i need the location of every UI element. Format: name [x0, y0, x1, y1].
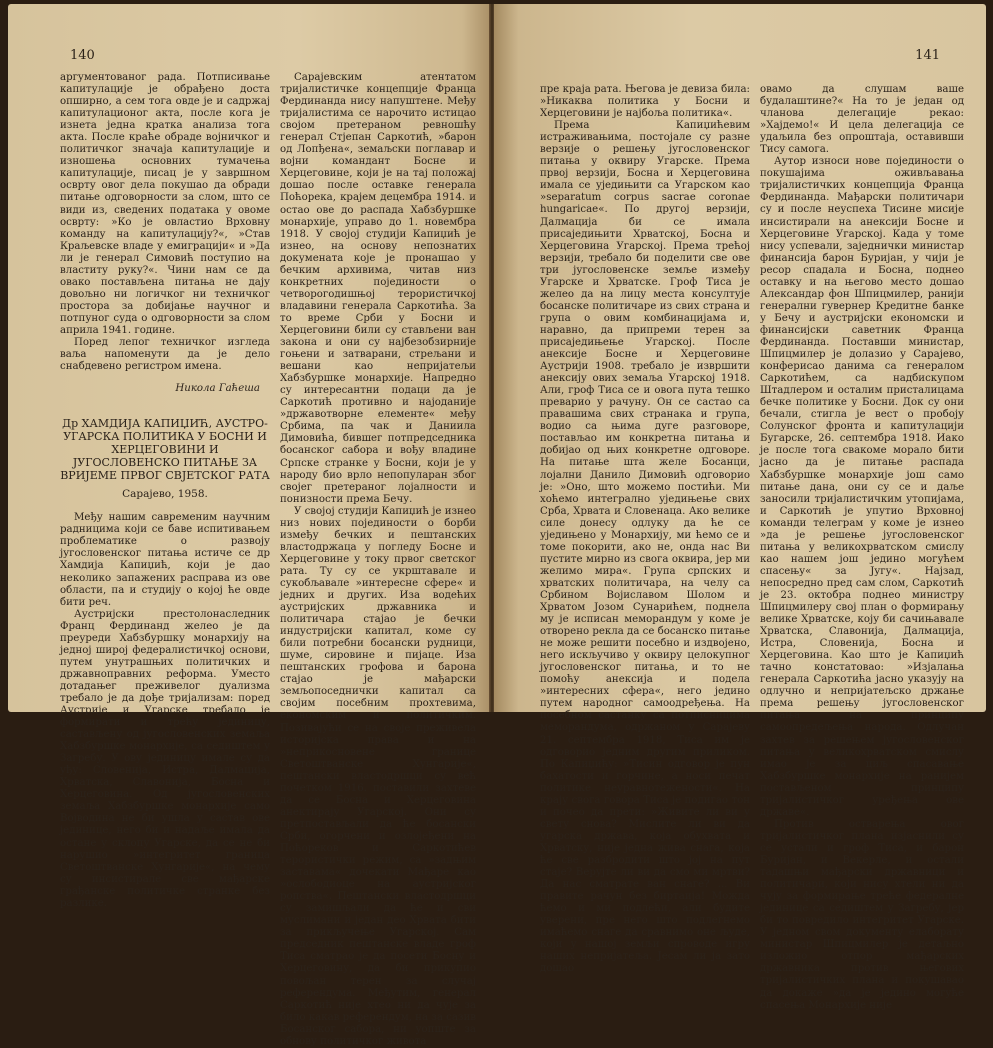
left-page	[8, 4, 491, 1047]
left-column-2	[280, 72, 477, 1047]
right-column-2	[760, 84, 964, 1011]
paragraph: Поред лепог техничког изгледа ваља напоменути да је дело снабдевено регистром имена.	[60, 337, 270, 373]
right-column-1	[540, 84, 750, 975]
review-heading: Др ХАМДИЈА КАПИЏИЋ, АУСТРО-УГАРСКА ПОЛИТИКА У БОСНИ И ХЕРЦЕГОВИНИ И ЈУГОСЛОВЕНСКО ПИТАЊЕ ЗА ВРИЈЕМЕ ПРВОГ СВЈЕТСКОГ РАТА	[60, 417, 270, 483]
paragraph: Против остварења овог тријалистичког плана изјаснили су се устали и гроф Тиса, и барон Буријан, и Векерле, и остали тадашњи мађарски државници и политичари, који нису хтели ни да чују за формирање треће федералне јединице са седиштем у Загребу, јер би то повредило интегритет Угарске. У једном свом документу елаборату министар Шпицмилер је детаљно изложио отпор мађарских државника против његових тријалистичких плана и покушавао да докаже »да је једино могуће спасења Монархије није	[760, 818, 964, 1011]
paragraph: Аутор износи нове појединости о покушајима оживљавања тријалистичких концепција Франца Фердинанда. Мађарски политичари су и после неуспеха Тисине мисије инсистирали на анексији Босне и Херцеговине Угарској. Када у томе нису успевали, заједнички министар финансија барон Буријан, у чији је ресор спадала и Босна, поднео оставку и на његово место дошао Александар фон Шпицмилер, ранији генерални гувернер Кредитне банке у Бечу и аустријски економски и финансијски саветник Франца Фердинанда. Поставши министар, Шпицмилер је долазио у Сарајево, конферисао данима са генералом Саркотићем, са надбискупом Штадлером и осталим присталицама бечке политике у Босни. Док су они бечали, стигла је вест о пробоју Солунског фронта и капитулацији Бугарске, 26. септембра 1918. Иако је после тога свакоме морало бити јасно да је питање распада Хабзбуршке монархије још само питање дана, они су се и даље заносили тријалистичким утопијама, и Саркотић је упутио Врховној команди телеграм у коме је изнео »да је решење југословенског питања у великохрватском смислу као нашем још једино могућем спасењу« за Југу«. Најзад, непосредно пред сам слом, Саркотић је 23. октобра поднео министру Шпицмилеру свој план о формирању велике Хрватске, коју би сачињавале Хрватска, Славонија, Далмација, Истра, Словенија, Босна и Херцеговина. Као што је Капиџић тачно констатовао: »Изјалања генерала Саркотића јасно указују на одлучно и непријатељско држање према решењу југословенског питања на принципу самоопредељења народа. Одлучан захтев за решењем југословенског питања у великохрватском смислу имао је за циљ спасавање Хабзбуршке монархије на ранијем постављеном принципу тријалистичког уређења ове државе«.	[760, 156, 964, 818]
right-page	[494, 4, 986, 1011]
paragraph: Аустријски престолонаследник Франц Фердинанд желео је да преуреди Хабзбуршку монархију на једној широј федералистичкој основи, путем унутрашњих политичких и државноправних реформа. Уместо дотадањег преживелог дуализма требало је да дође тријализам: поред Аустрије и Угарске требало је формирати и трећу јединицу, састављену од југословенских земаља Хабзбуршке монархије, са седиштем у Загребу. У ову јединицу имале су да уђу: Словенија, Истра, Далмација, Хрватска, Славонија, Босна и Херцеговина. Од југословенских земаља Хабзбуршке монархије само Војводина не би ушла у састав ове јединице, него би и надаље имала да остане у склопу Угарске, да се не би нарушио »интегритет граница Светоштванске Хунгарије«, на чему су инсистирале све мађарске грађанске политичке странке без разлике.	[60, 608, 270, 909]
paragraph: овамо да слушам ваше будалаштине?« На то је један од чланова делегације рекао: »Хајдемо!« И цела делегација се удаљила без опроштаја, оставивши Тису самога.	[760, 84, 964, 156]
left-column-1	[60, 72, 270, 909]
paragraph: Међу нашим савременим научним радницима који се баве испитивањем проблематике о развоју југословенског питања истиче се др Хамдија Капиџић, који је дао неколико запажених расправа из ове области, па и студију о којој ће овде бити реч.	[60, 512, 270, 608]
paragraph: пре краја рата. Његова је девиза била: »Никаква политика у Босни и Херцеговини је најбоља политика«.	[540, 84, 750, 120]
review-place-year: Сарајево, 1958.	[122, 488, 208, 501]
paragraph: аргументованог рада. Потписивање капитулације је обрађено доста опширно, а сем тога овде је и садржај капитулационог акта, после кога је изнета једна кратка анализа тога акта. После краће обраде војничког и политичког значаја капитулације и изношења основних тумачења капитулације, писац је у завршном осврту овог дела покушао да обради питање одговорности за слом, што се види из, сведених података у овоме осврту: »Ко је овластио Врховну команду на капитулацију?«, »Став Краљевске владе у емиграцији« и »Да ли је генерал Симовић поступио на властиту руку?«. Чини нам се да овако постављена питања не дају довољно ни логичког ни техничког простора за добијање научног и потпуног суда о одговорности за слом априла 1941. године.	[60, 72, 270, 336]
page-number-left: 140	[70, 48, 95, 63]
paragraph: Према Капиџићевим истраживањима, постојале су разне верзије о решењу југословенског питања у оквиру Угарске. Према првој верзији, Босна и Херцеговина имала се уједињити са Угарском као »separatum corpus sacrae coronae hungaricae«. По другој верзији, Далмација би се имала присаједињити Хрватској, Босна и Херцеговина Угарској. Према трећој верзији, требало би поделити све ове три југословенске земље између Угарске и Хрватске. Гроф Тиса је желео да на лицу места консултује босанске политичаре из свих страна и група о овим комбинацијама и, наравно, да припреми терен за присаједињење Угарској. После анексије Босне и Херцеговине Аустрији 1908. требало је извршити анексију ових земаља Угарској 1918. Али, гроф Тиса се и овога пута тешко преварио у рачуну. Он се састао са правашима свих странака и група, водио са њима дуге разговоре, постављао им конкретна питања и добијао од њих конкретне одговоре. На питање шта желе Босанци, лојални Данило Димовић одговорио је: »Оно, што можемо постићи. Ми хоћемо интегрално уједињење свих Срба, Хрвата и Словенаца. Ако велике силе донесу одлуку да ће се уједињено у Монархију, ми ћемо се и томе покорити, ако не, онда нас Ви пустите мирно из свога оквира, јер ми желимо мира«. Група српских и хрватских политичара, на челу са Србином Војиславом Шолом и Хрватом Јозом Сунарићем, поднела му је исписан меморандум у коме је отворено рекла да се босанско питање не може решити посебно и издвојено, него искључиво у оквиру целокупног југословенског питања, и то не помоћу анексија и подела »интересних сфера«, него једино путем народног самоодређења. На посебном састанку са потписницима меморандума, одржаном у Сарајеву 21. септембра 1918, Тиса им је одговорио једним другим приликом. По Капиџићу: »Тисин одговор је пун бахатости и горчине, а носи печат политике неуравнотежености«. На крају свога говора Тиса је подигао тон и почео да прети: »Живите ли ви у свету снова? Мислите ли ви да угарска држава, која обухвата и Хрватску, није једна жива снага, која ће све разбродити што јој на пут стаје? Верујте ли ви да смо ми мртви? Да нас сматрате ван снаге? ... Ви правите рачун без биртаија! Можда ћемо и ми подлећи, али будите уверени, пре него што подлегнемо имаћемо снаге да сравнимо оне људе, који у нашој земљи спроводе игру наших непријатеља. Јесам ли ја зато дошао	[540, 120, 750, 975]
paragraph: Сарајевским атентатом тријалистичке концепције Франца Фердинанда нису напуштене. Међу тријалистима се нарочито истицао својом претераном ревношћу генерал Стјепан Саркотић, »барон од Лопђена«, земаљски поглавар и војни командант Босне и Херцеговине, који је на тај положај дошао после оставке генерала Поћорека, крајем децембра 1914. и остао ове до распада Хабзбуршке монархије, управо до 1. новембра 1918. У својој студији Капиџић је изнео, на основу непознатих докумената које је пронашао у бечким архивима, читав низ конкретних појединости о четворогодишњој терористичкој владавини генерала Саркотића. За то време Срби у Босни и Херцеговини били су стављени ван закона и они су најбезобзирније гоњени и затварани, стрељани и вешани као непријатељи Хабзбуршке монархије. Напредно су интересантни подаци да је Саркотић противно и најоданије »државотворне елементе« међу Србима, па чак и Даниила Димовића, бившег потпредседника босанског сабора и вођу владине Српске странке у Босни, који је у народу био врло непопуларан због својег претераног лојалности и понизности према Бечу.	[280, 72, 476, 505]
review-signature: Никола Гаћеша	[175, 383, 260, 395]
page-number-right: 141	[915, 48, 940, 63]
paragraph: У својој студији Капиџић је изнео низ нових појединости о борби између бечких и пештанских властодржаца у погледу Босне и Херцеговине у току првог светског рата. Ту су се укрштавале и сукобљавале »интересне сфере« и једних и других. Иза водећих аустријских државника и политичара стајао је бечки индустријски капитал, коме су били потребни босански рудници, шуме, сировине и пијаце. Иза пештанских грофова и барона стајао је мађарски земљопоседнички капитал са својим посебним прохтевима, економским и политичким. Позивајући се на своје преживела историјска права и на »неприкосновене границе Светоштванске Хунгарије«, пештански властодршци су већ почетком 1916. поставили захтеве да се Босна и Херцеговина анектирају Угарској. Они су претпостављали да ће босански Срби, огорчени и озлојеђени на Поћореков и Саркотићев терористички режим, са »задњим заставама« дочекати Мађаре као »ослободиоце на аустријског ропства«. Пештански властодршци су замишљали да ће и сви муслимани и један део Хрвата бити за прикључење Угарској. Сам председник пештанске владе гроф Тиса сматрао је да посети Босну и Херцеговину, да би прикупио повољан терен за случај референдума. Међутим, генерал Саркотић није хтео ни да чује за било какав референдум, на за сазив Босанског сабора, ни уопште за обнову политичког живота	[280, 505, 477, 1047]
